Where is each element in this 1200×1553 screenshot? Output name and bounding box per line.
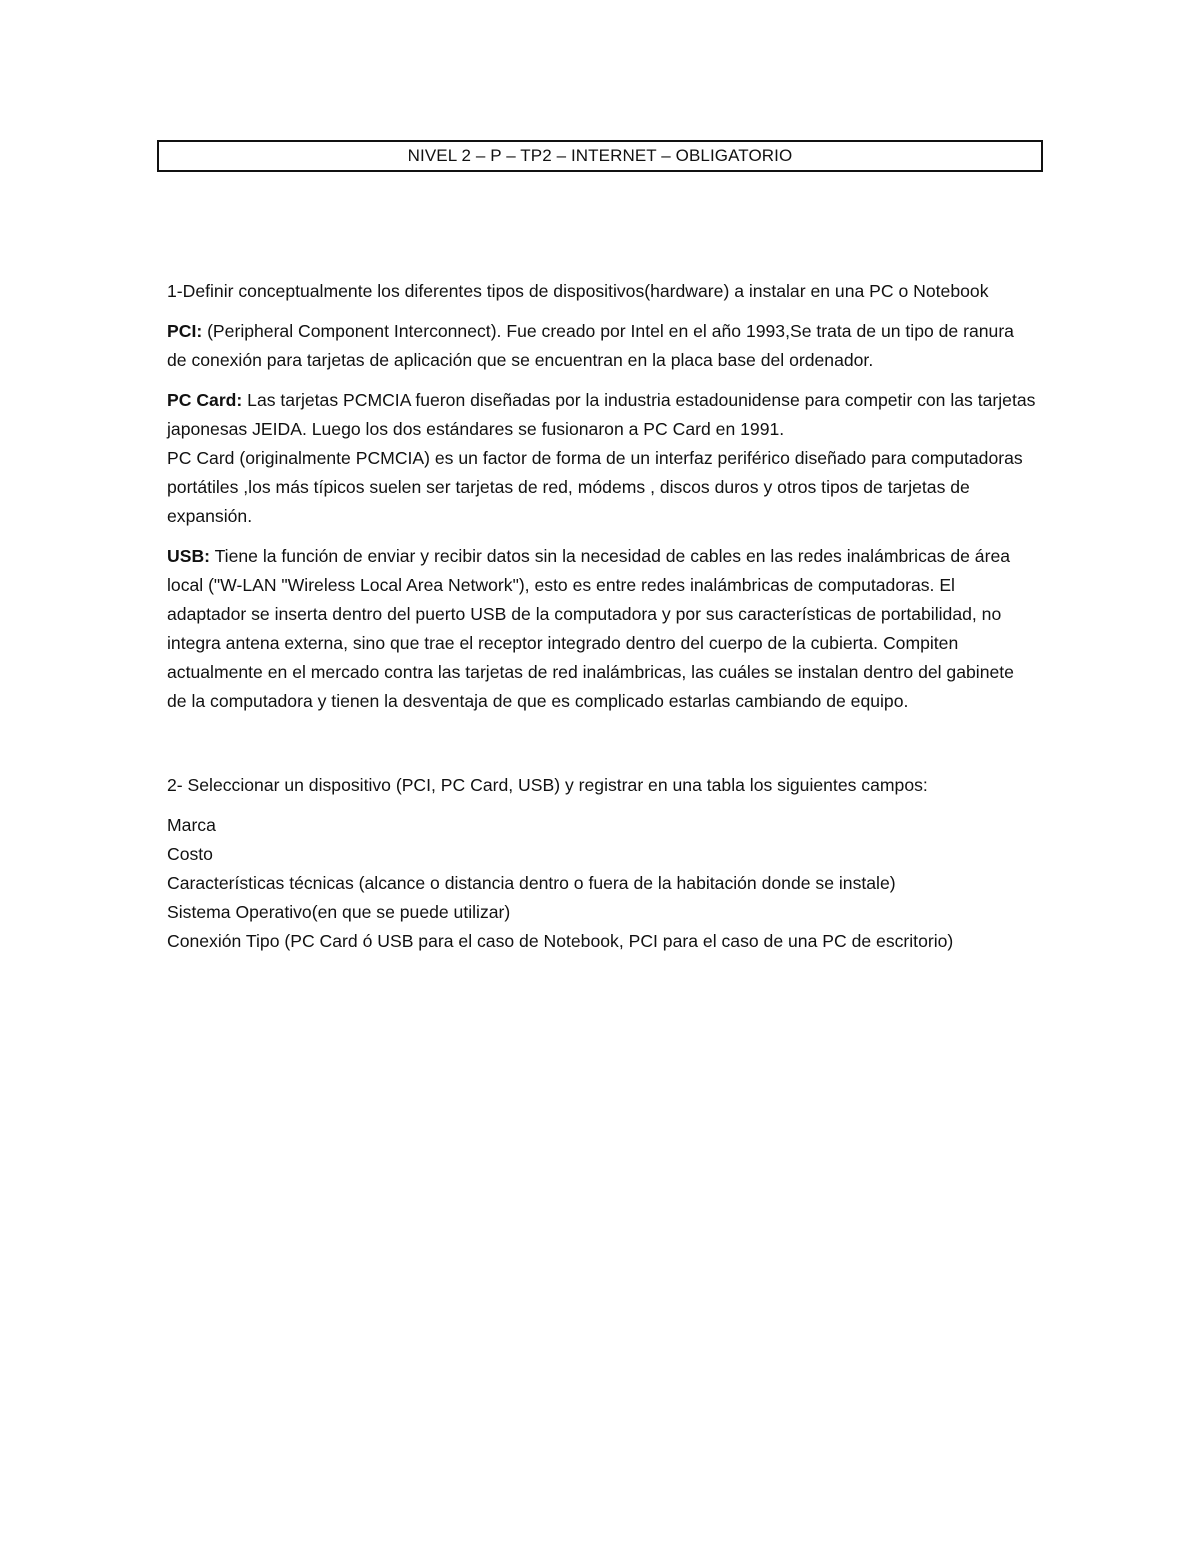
document-body xyxy=(167,277,1037,956)
pccard-text: Las tarjetas PCMCIA fueron diseñadas por la industria estadounidense para competir con las tarjetas japonesas JEIDA. Luego los dos estándares se fusionaron a PC Card en 1991. xyxy=(167,390,1036,439)
field-list xyxy=(167,811,1037,956)
field-item-caracteristicas: Características técnicas (alcance o distancia dentro o fuera de la habitación donde se instale) xyxy=(167,873,896,893)
usb-text: Tiene la función de enviar y recibir datos sin la necesidad de cables en las redes inalámbricas de área local ("W-LAN "Wireless Local Area Network"), esto es entre redes inalámbricas de computadoras. El adaptador se inserta dentro del puerto USB de la computadora y por sus características de portabilidad, no integra antena externa, sino que trae el receptor integrado dentro del cuerpo de la cubierta. Compiten actualmente en el mercado contra las tarjetas de red inalámbricas, las cuáles se instalan dentro del gabinete de la computadora y tienen la desventaja de que es complicado estarlas cambiando de equipo. xyxy=(167,546,1014,711)
question-2: 2- Seleccionar un dispositivo (PCI, PC Card, USB) y registrar en una tabla los siguientes campos: xyxy=(167,775,928,795)
pci-paragraph xyxy=(167,317,1037,375)
title-box xyxy=(157,140,1043,172)
usb-paragraph xyxy=(167,542,1037,716)
field-item-sistema-operativo: Sistema Operativo(en que se puede utilizar) xyxy=(167,902,511,922)
pci-term: PCI: xyxy=(167,321,203,341)
document-title: NIVEL 2 – P – TP2 – INTERNET – OBLIGATORIO xyxy=(407,146,793,165)
field-item-marca: Marca xyxy=(167,815,216,835)
pccard-term: PC Card: xyxy=(167,390,243,410)
pci-text: (Peripheral Component Interconnect). Fue creado por Intel en el año 1993,Se trata de un tipo de ranura de conexión para tarjetas de aplicación que se encuentran en la placa base del ordenador. xyxy=(167,321,1014,370)
usb-term: USB: xyxy=(167,546,211,566)
pccard-paragraph-2: PC Card (originalmente PCMCIA) es un factor de forma de un interfaz periférico diseñado para computadoras portátiles ,los más típicos suelen ser tarjetas de red, módems , discos duros y otros tipos de tarjetas de expansión. xyxy=(167,448,1023,526)
pccard-paragraph xyxy=(167,386,1037,444)
field-item-costo: Costo xyxy=(167,844,213,864)
question-1: 1-Definir conceptualmente los diferentes tipos de dispositivos(hardware) a instalar en una PC o Notebook xyxy=(167,281,989,301)
field-item-conexion-tipo: Conexión Tipo (PC Card ó USB para el caso de Notebook, PCI para el caso de una PC de escritorio) xyxy=(167,931,954,951)
